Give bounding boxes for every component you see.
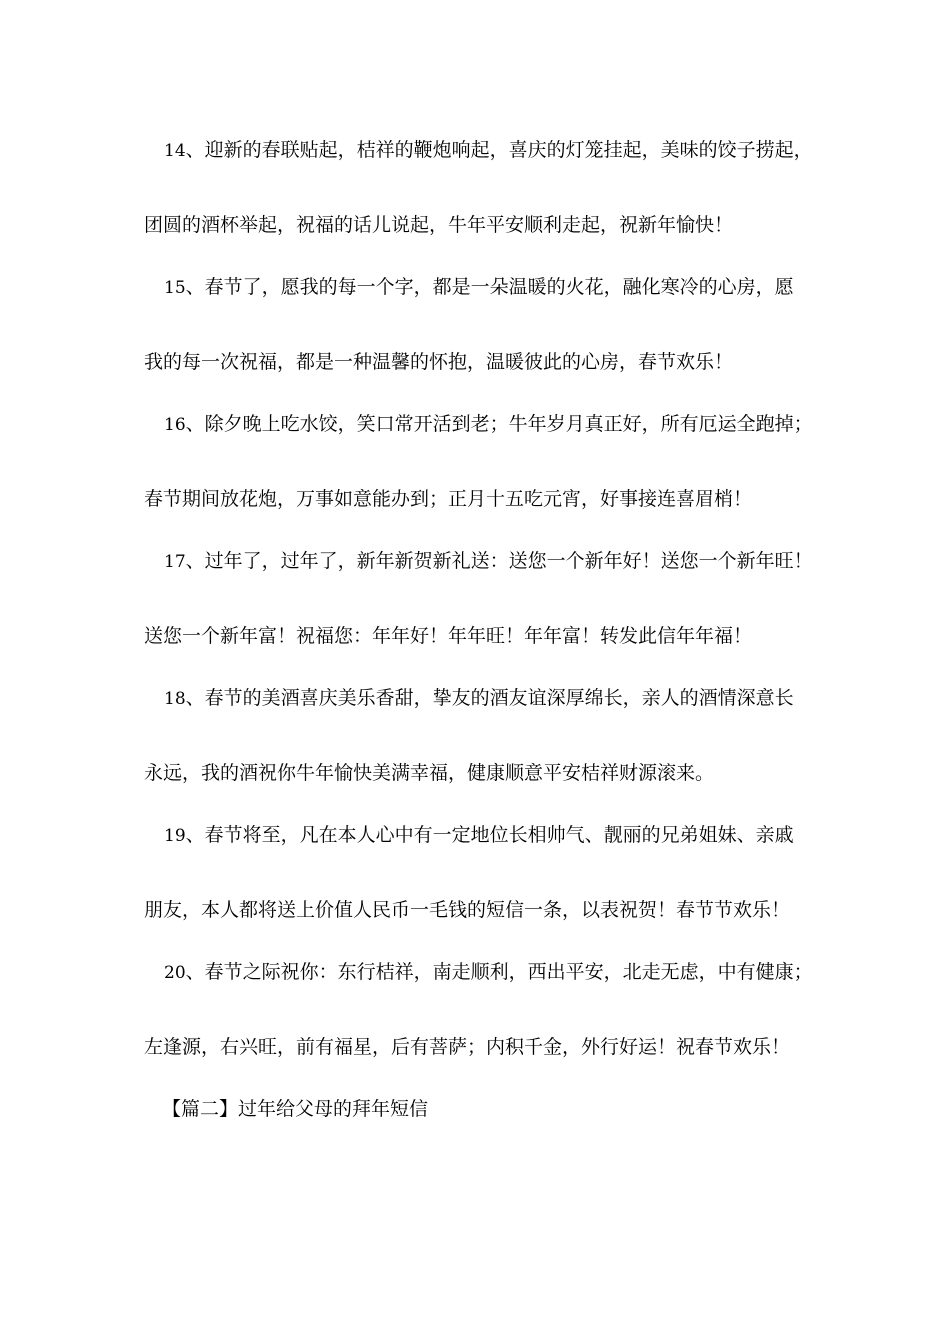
section-heading: 【篇二】过年给父母的拜年短信 <box>162 1098 429 1120</box>
item-separator: 、 <box>185 687 205 709</box>
item-17-line-1 <box>164 548 844 575</box>
item-separator: 、 <box>185 824 205 846</box>
item-separator: 、 <box>185 276 205 298</box>
item-text: 春节的美酒喜庆美乐香甜，挚友的酒友谊深厚绵长，亲人的酒情深意长 <box>204 687 794 709</box>
item-separator: 、 <box>185 961 205 983</box>
item-separator: 、 <box>185 550 205 572</box>
item-19-line-1 <box>164 822 844 849</box>
item-18-line-1 <box>164 685 844 712</box>
item-20-line-1 <box>164 959 844 986</box>
item-15-line-1 <box>164 274 844 301</box>
item-16-line-2: 春节期间放花炮，万事如意能办到；正月十五吃元宵，好事接连喜眉梢！ <box>144 488 753 510</box>
item-18-line-2: 永远，我的酒祝你牛年愉快美满幸福，健康顺意平安桔祥财源滚来。 <box>144 762 715 784</box>
item-number: 14 <box>164 141 186 161</box>
item-text: 春节了，愿我的每一个字，都是一朵温暖的火花，融化寒冷的心房，愿 <box>204 276 794 298</box>
item-20-line-2: 左逢源，右兴旺，前有福星，后有菩萨；内积千金，外行好运！祝春节欢乐！ <box>144 1036 791 1058</box>
item-15-line-2: 我的每一次祝福，都是一种温馨的怀抱，温暖彼此的心房，春节欢乐！ <box>144 351 734 373</box>
item-14-line-1 <box>164 137 844 164</box>
item-16-line-1 <box>164 411 844 438</box>
item-text: 春节将至，凡在本人心中有一定地位长相帅气、靓丽的兄弟姐妹、亲戚 <box>204 824 794 846</box>
item-separator: 、 <box>185 413 205 435</box>
item-number: 19 <box>164 826 186 846</box>
item-14-line-2: 团圆的酒杯举起，祝福的话儿说起，牛年平安顺利走起，祝新年愉快！ <box>144 214 734 236</box>
item-text: 迎新的春联贴起，桔祥的鞭炮响起，喜庆的灯笼挂起，美味的饺子捞起， <box>204 139 813 161</box>
item-number: 18 <box>164 689 186 709</box>
item-19-line-2: 朋友，本人都将送上价值人民币一毛钱的短信一条，以表祝贺！春节节欢乐！ <box>144 899 791 921</box>
item-text: 过年了，过年了，新年新贺新礼送：送您一个新年好！送您一个新年旺！ <box>204 550 813 572</box>
item-text: 春节之际祝你：东行桔祥，南走顺利，西出平安，北走无虑，中有健康； <box>204 961 813 983</box>
item-text: 除夕晚上吃水饺，笑口常开活到老；牛年岁月真正好，所有厄运全跑掉； <box>204 413 813 435</box>
item-number: 20 <box>164 963 186 983</box>
item-number: 16 <box>164 415 186 435</box>
item-separator: 、 <box>185 139 205 161</box>
item-number: 15 <box>164 278 186 298</box>
item-number: 17 <box>164 552 186 572</box>
item-17-line-2: 送您一个新年富！祝福您：年年好！年年旺！年年富！转发此信年年福！ <box>144 625 753 647</box>
